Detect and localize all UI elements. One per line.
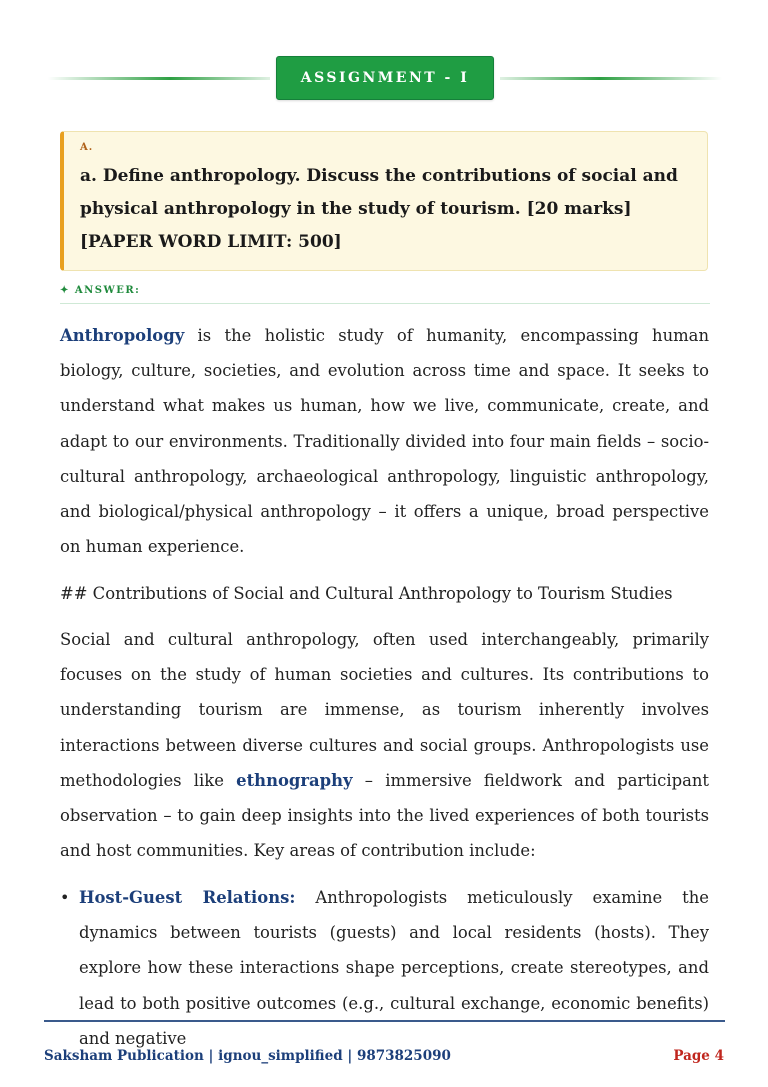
list-item-body: Anthropologists meticulously examine the dynamics between tourists (guests) and local residents (hosts). They explore how these interactions shape perceptions, create stereotypes, and lead to both positive outcomes (e.g., cultural exchange, economic benefits) and negative — [79, 888, 709, 1048]
answer-label: ✦ ANSWER: — [60, 285, 141, 296]
bullet-icon: • — [60, 888, 70, 907]
question-letter: A. — [80, 142, 94, 153]
term-ethnography: ethnography — [236, 770, 353, 790]
paragraph-definition-text: is the holistic study of humanity, encompassing human biology, culture, societies, and evolution across time and space. It seeks to understand what makes us human, how we live, communicate, create, and adapt to our environments. Traditionally divided into four main fields – socio-cultural anthropology, archaeological anthropology, linguistic anthropology, and biological/physical anthropology – it offers a unique, broad perspective on human experience. — [60, 326, 709, 557]
paragraph-definition — [60, 318, 709, 564]
paragraph-social-anthropology — [60, 622, 709, 868]
section-heading: ## Contributions of Social and Cultural Anthropology to Tourism Studies — [60, 584, 673, 603]
term-anthropology: Anthropology — [60, 326, 185, 345]
header-rule-left — [48, 77, 270, 80]
list-item-text — [79, 880, 709, 1056]
page-number: Page 4 — [673, 1048, 724, 1064]
question-text: a. Define anthropology. Discuss the contributions of social and physical anthropology in the study of tourism. [20 marks] [PAPER WORD LIMIT: 500] — [80, 166, 678, 252]
question-box — [60, 131, 708, 271]
paragraph-text-b: – immersive fieldwork and participant observation – to gain deep insights into the lived experiences of both tourists and host communities. Key areas of contribution include: — [60, 770, 709, 861]
term-host-guest: Host-Guest Relations: — [79, 888, 296, 907]
header-rule-right — [500, 77, 722, 80]
answer-divider — [60, 303, 710, 304]
assignment-badge: ASSIGNMENT - I — [276, 56, 494, 100]
paragraph-text-a: Social and cultural anthropology, often used interchangeably, primarily focuses on the study of human societies and cultures. Its contributions to understanding tourism are immense, as tourism inherently involves interactions between diverse cultures and social groups. Anthropologists use methodologies like — [60, 630, 709, 790]
list-item-host-guest — [60, 880, 709, 1056]
footer-publisher: Saksham Publication | ignou_simplified | 9873825090 — [44, 1048, 451, 1064]
footer-divider — [44, 1020, 725, 1022]
